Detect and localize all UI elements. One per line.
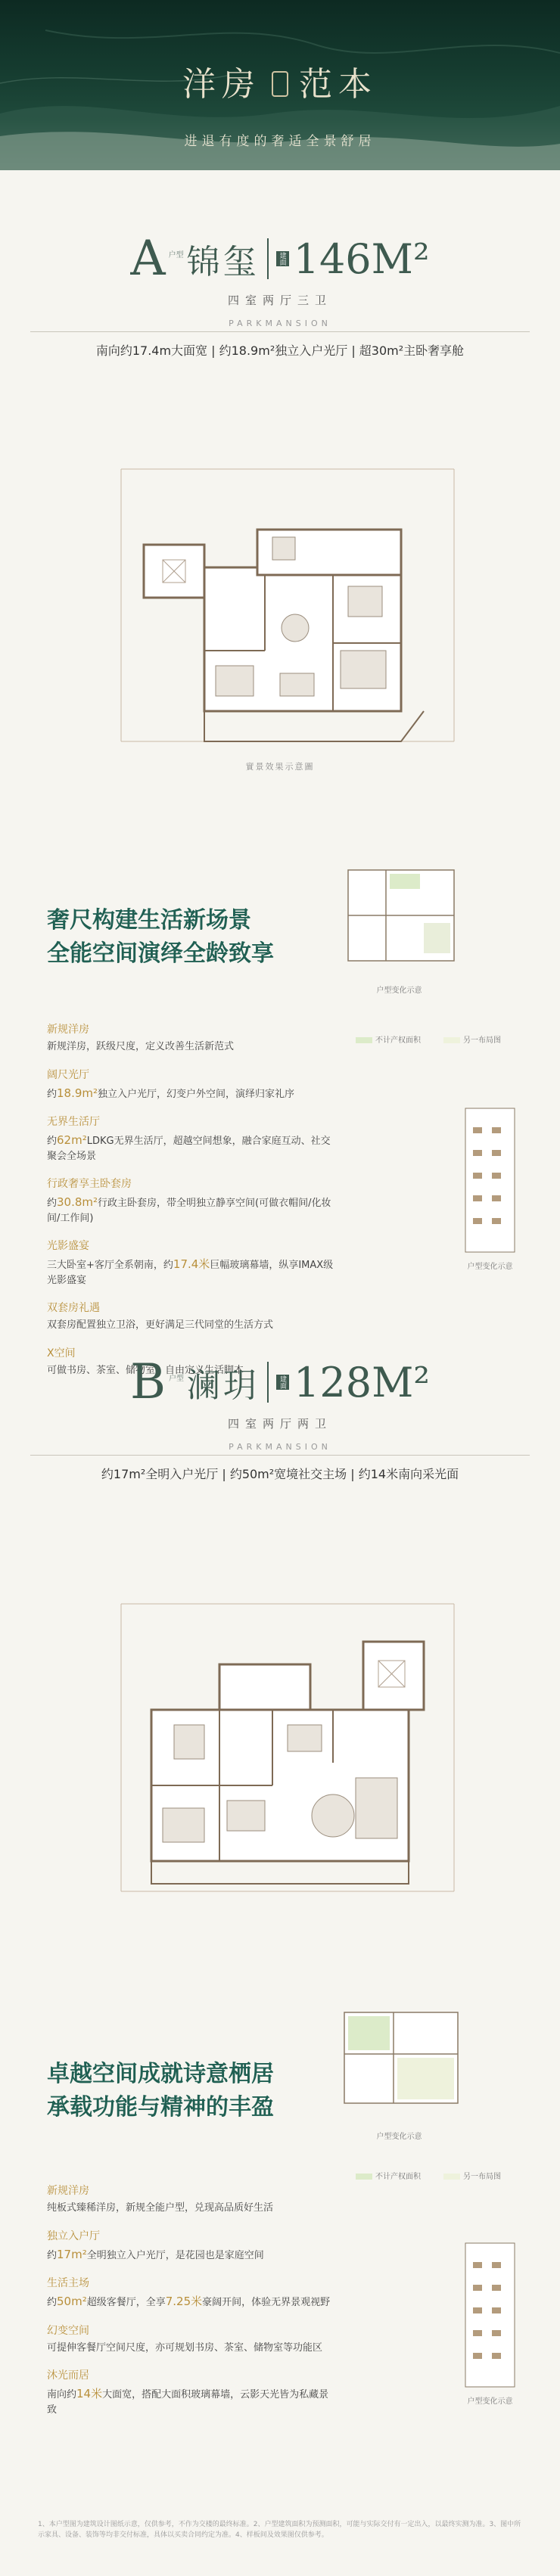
unit-a-slogan-line2: 全能空间演绎全龄致享 (47, 940, 274, 967)
item-title: 幻变空间 (47, 2324, 89, 2337)
item-desc: 可提伸客餐厅空间尺度，亦可规划书房、茶室、储物室等功能区 (47, 2341, 323, 2354)
hero-title-left: 洋房 (182, 65, 261, 104)
item-title: 独立入户厅 (47, 2230, 100, 2242)
hero-divider-icon (272, 71, 288, 97)
unit-b-feature-list (47, 2183, 334, 2429)
legend-item-1: 不计产权面积 (356, 2170, 421, 2181)
unit-b-legend (356, 2170, 501, 2181)
legend-item-2: 另一布局图 (443, 2170, 501, 2181)
item-desc: 可做书房、茶室、储物室，自由定义生活脚本 (47, 1364, 244, 1376)
list-item (47, 2183, 334, 2216)
item-title: 阔尺光厅 (47, 1068, 89, 1081)
unit-b-mini-caption: 户型变化示意 (376, 2133, 422, 2141)
list-item (47, 2323, 334, 2356)
legend-item-2: 另一布局图 (443, 1033, 501, 1045)
item-desc: 约30.8m²行政主卧套房，带全明独立静享空间(可做衣帽间/化妆间/工作间) (47, 1195, 331, 1224)
unit-a-floor-plan (106, 454, 469, 757)
unit-b-floor-plan (106, 1589, 469, 1906)
unit-a-mini-caption-2: 户型变化示意 (467, 1263, 513, 1271)
item-title: 沐光而居 (47, 2369, 89, 2382)
unit-a-rule (30, 331, 530, 332)
unit-a-slogan (47, 904, 274, 970)
unit-b-rule (30, 1455, 530, 1456)
hero-subtitle: 进退有度的奢适全景舒居 (184, 134, 376, 149)
list-item (47, 1114, 334, 1164)
legend-item-1: 不计产权面积 (356, 1033, 421, 1045)
item-desc: 约50m²超级客餐厅，全享7.25米豪阔开间，体验无界景观视野 (47, 2295, 331, 2308)
list-item (47, 2275, 334, 2310)
unit-b-slogan (47, 2058, 274, 2124)
unit-b-divider (267, 1362, 269, 1403)
item-desc: 双套房配置独立卫浴，更好满足三代同堂的生活方式 (47, 1319, 274, 1331)
unit-a-rooms: 四室两厅三卫 (227, 294, 332, 307)
list-item (47, 2228, 334, 2264)
unit-a-legend (356, 1033, 501, 1045)
unit-a-name: 锦玺 (186, 243, 260, 281)
unit-b-mini-plan-2 (462, 2239, 518, 2391)
unit-b-mini-plan (333, 1997, 465, 2126)
item-desc: 纯板式臻稀洋房，新规全能户型，兑现高品质好生活 (47, 2202, 274, 2214)
item-title: 行政奢享主卧套房 (47, 1178, 132, 1190)
unit-a-area: 146M² (293, 235, 430, 283)
unit-a-slogan-line1: 奢尺构建生活新场景 (47, 907, 251, 934)
list-item (47, 1176, 334, 1226)
item-title: 新规洋房 (47, 2185, 89, 2197)
hero-title (0, 57, 560, 105)
list-item (47, 1238, 334, 1288)
unit-a-plan-caption: 實景效果示意圖 (245, 762, 315, 772)
unit-a-mini-plan (333, 855, 465, 980)
item-title: X空间 (47, 1347, 76, 1359)
item-desc: 三大卧室+客厅全系朝南，约17.4米巨幅玻璃幕墙，纵享IMAX级光影盛宴 (47, 1257, 334, 1286)
unit-b-area: 128M² (294, 1358, 431, 1406)
unit-a-header (0, 231, 560, 359)
unit-b-huxing: 户型 (169, 1375, 184, 1383)
hero-banner (0, 0, 560, 170)
unit-b-rooms: 四室两厅两卫 (227, 1417, 332, 1431)
list-item (47, 2367, 334, 2417)
footnote: 1、本户型图为建筑设计图纸示意，仅供参考，不作为交楼的最终标准。2、户型建筑面积为预测面积，可能与实际交付有一定出入，以最终实测为准。3、图中所示家具、设备、装饰等均非交付标准，具体以买卖合同约定为准。4、样板间及效果图仅供参考。 (38, 2521, 521, 2540)
unit-a-area-label: 建面 (276, 251, 289, 266)
unit-a-huxing: 户型 (168, 251, 184, 259)
unit-b-features: 约17m²全明入户光厅 | 约50m²宽境社交主场 | 约14米南向采光面 (101, 1467, 459, 1481)
item-desc: 新规洋房，跃级尺度，定义改善生活新范式 (47, 1041, 235, 1052)
item-title: 新规洋房 (47, 1024, 89, 1036)
unit-a-feature-list (47, 1021, 334, 1390)
unit-a-features: 南向约17.4m大面宽 | 约18.9m²独立入户光厅 | 超30m²主卧奢享舱 (95, 343, 465, 358)
unit-b-slogan-line1: 卓越空间成就诗意栖居 (47, 2061, 274, 2087)
item-desc: 约62m²LDKG无界生活厅，超越空间想象，融合家庭互动、社交聚会全场景 (47, 1133, 331, 1162)
unit-b-letter: B (129, 1354, 166, 1410)
unit-b-name: 澜玥 (187, 1366, 260, 1405)
hero-title-right: 范本 (299, 65, 378, 104)
item-title: 双套房礼遇 (47, 1302, 100, 1314)
item-title: 生活主场 (47, 2277, 89, 2289)
unit-b-area-label: 建面 (276, 1375, 289, 1390)
unit-b-header (0, 1354, 560, 1482)
unit-b-mini-caption-2: 户型变化示意 (467, 2397, 513, 2406)
unit-a-brand: PARKMANSION (229, 319, 331, 328)
unit-b-brand: PARKMANSION (229, 1442, 331, 1452)
list-item (47, 1021, 334, 1055)
item-title: 无界生活厅 (47, 1116, 100, 1128)
item-desc: 约18.9m²独立入户光厅，幻变户外空间，演绎归家礼序 (47, 1086, 295, 1100)
unit-a-mini-caption: 户型变化示意 (376, 987, 422, 995)
item-desc: 约17m²全明独立入户光厅，是花园也是家庭空间 (47, 2247, 264, 2261)
unit-a-letter: A (130, 231, 166, 287)
unit-a-divider (267, 238, 269, 279)
unit-a-mini-plan-2 (462, 1105, 518, 1256)
list-item (47, 1067, 334, 1102)
item-title: 光影盛宴 (47, 1240, 89, 1252)
item-desc: 南向约14米大面宽，搭配大面积玻璃幕墙，云影天光皆为私藏景致 (47, 2387, 329, 2416)
list-item (47, 1300, 334, 1333)
unit-b-slogan-line2: 承载功能与精神的丰盈 (47, 2093, 274, 2121)
